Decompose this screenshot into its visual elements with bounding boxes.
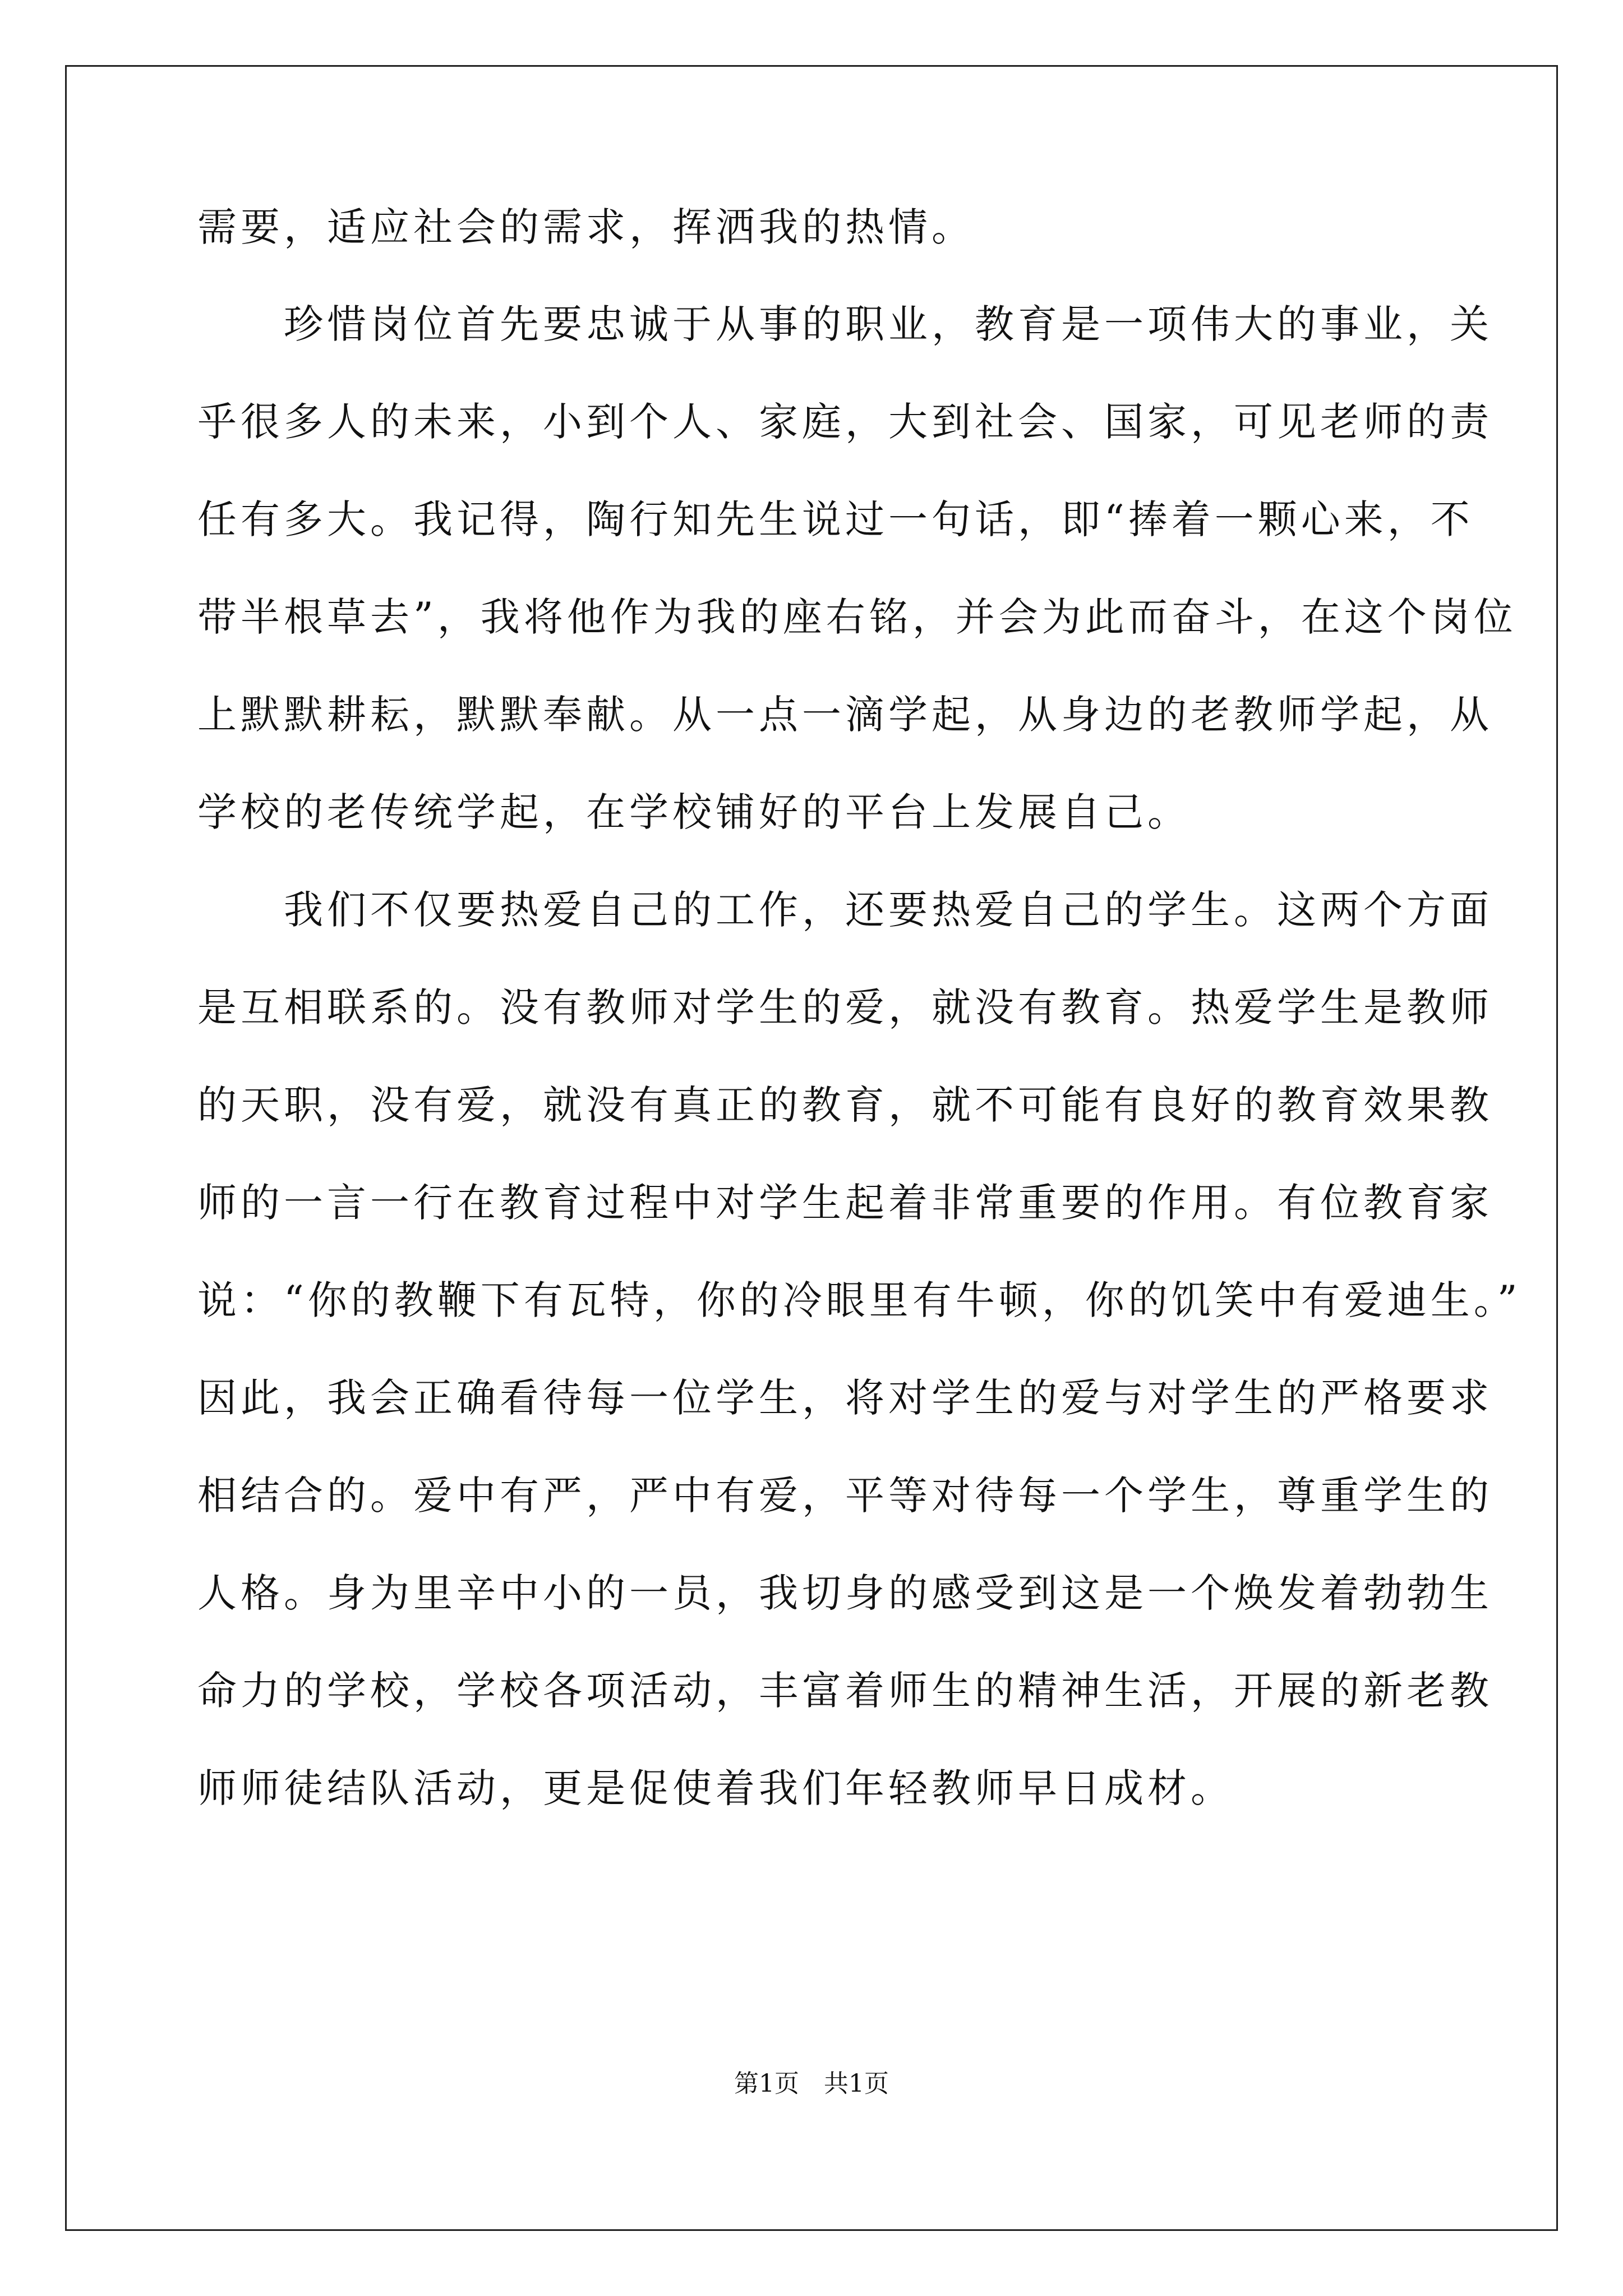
- text-line: 说：“你的教鞭下有瓦特，你的冷眼里有牛顿，你的饥笑中有爱迪生。”: [197, 1277, 1521, 1323]
- text-line: 需要，适应社会的需求，挥洒我的热情。: [197, 204, 975, 250]
- text-line: 是互相联系的。没有教师对学生的爱，就没有教育。热爱学生是教师: [197, 984, 1493, 1030]
- text-line: 带半根草去”，我将他作为我的座右铭，并会为此而奋斗，在这个岗位: [197, 594, 1517, 640]
- text-line: 人格。身为里辛中小的一员，我切身的感受到这是一个焕发着勃勃生: [197, 1570, 1493, 1616]
- text-line: 命力的学校，学校各项活动，丰富着师生的精神生活，开展的新老教: [197, 1668, 1493, 1714]
- text-line: 师师徒结队活动，更是促使着我们年轻教师早日成材。: [197, 1765, 1234, 1811]
- text-line: 因此，我会正确看待每一位学生，将对学生的爱与对学生的严格要求: [197, 1375, 1493, 1421]
- text-line: 相结合的。爱中有严，严中有爱，平等对待每一个学生，尊重学生的: [197, 1473, 1493, 1519]
- text-line: 任有多大。我记得，陶行知先生说过一句话，即“捧着一颗心来，不: [197, 496, 1474, 542]
- text-line: 珍惜岗位首先要忠诚于从事的职业，教育是一项伟大的事业，关: [197, 301, 1493, 347]
- text-line: 师的一言一行在教育过程中对学生起着非常重要的作用。有位教育家: [197, 1180, 1493, 1226]
- text-line: 学校的老传统学起，在学校铺好的平台上发展自己。: [197, 789, 1191, 835]
- text-line: 乎很多人的未来，小到个人、家庭，大到社会、国家，可见老师的责: [197, 399, 1493, 445]
- text-line: 上默默耕耘，默默奉献。从一点一滴学起，从身边的老教师学起，从: [197, 692, 1493, 738]
- text-line: 的天职，没有爱，就没有真正的教育，就不可能有良好的教育效果教: [197, 1082, 1493, 1128]
- page-footer: 第1页 共1页: [734, 2069, 889, 2098]
- page-border: [65, 65, 1558, 2231]
- text-line: 我们不仅要热爱自己的工作，还要热爱自己的学生。这两个方面: [197, 887, 1493, 933]
